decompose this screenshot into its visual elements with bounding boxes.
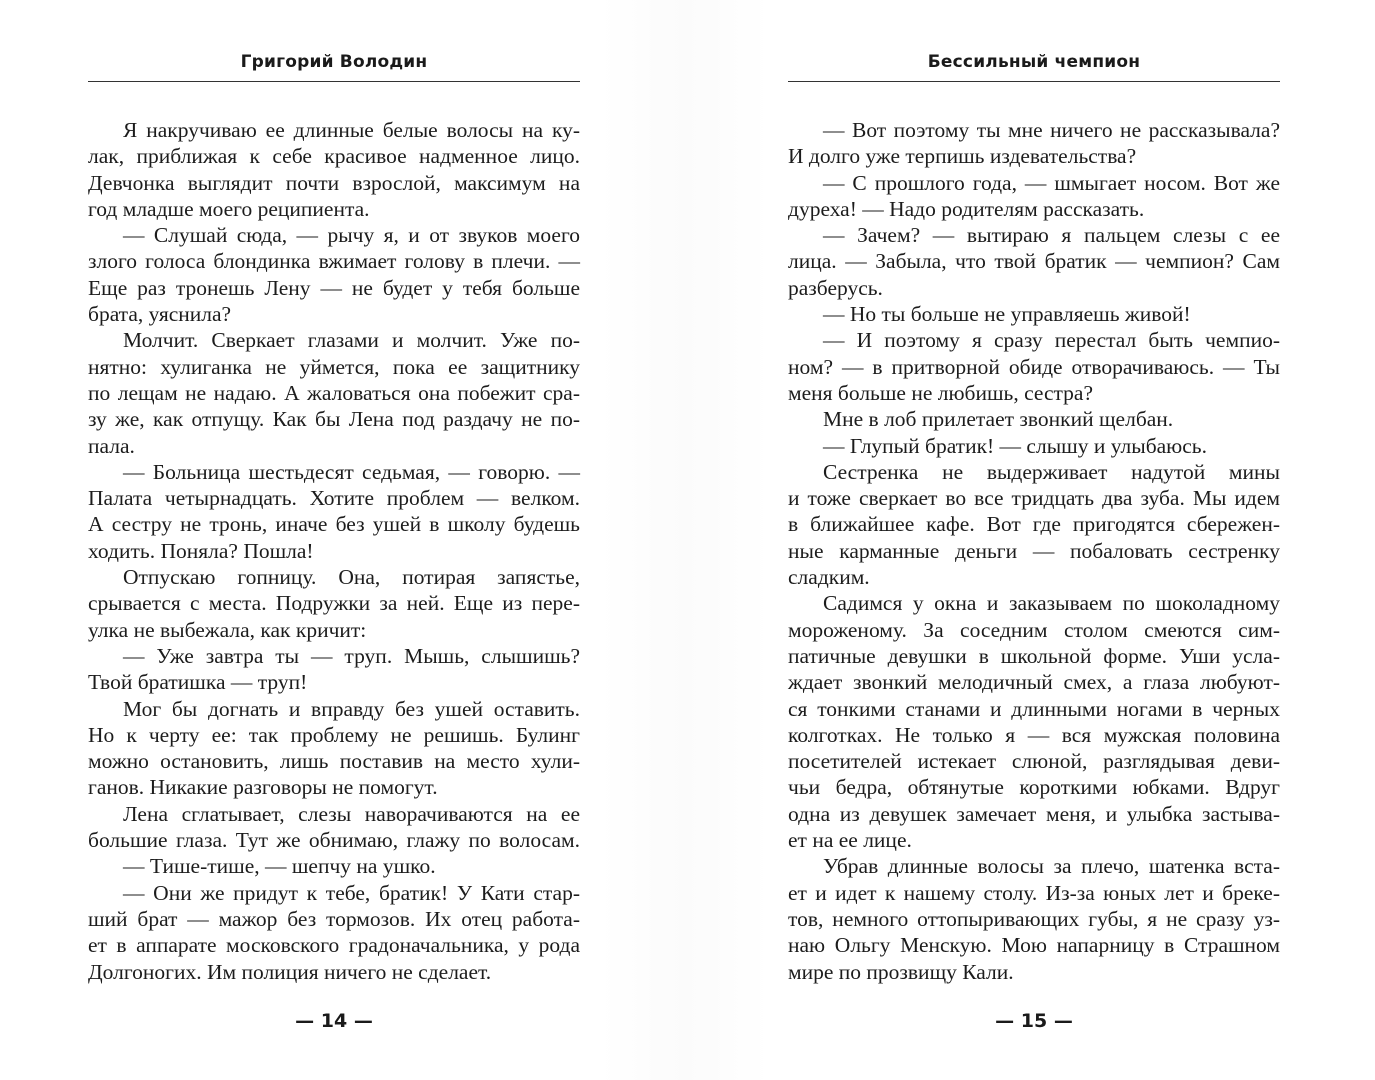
text-line: — Но ты больше не управляешь живой! bbox=[823, 302, 1191, 327]
text-line: и тоже сверкает во все тридцать два зуба. Мы идем bbox=[788, 486, 1280, 511]
text-line: ходить. Поняла? Пошла! bbox=[88, 538, 314, 563]
text-line: Садимся у окна и заказываем по шоколадному bbox=[823, 591, 1280, 616]
text-line: можно остановить, лишь поставив на место хули- bbox=[88, 749, 580, 774]
text-line: Мог бы догнать и вправду без ушей оставить. bbox=[123, 696, 580, 721]
text-line: Девчонка выглядит почти взрослой, максимум на bbox=[88, 170, 580, 195]
text-line: ном? — в притворной обиде отворачиваюсь. — Ты bbox=[788, 354, 1280, 379]
text-line: ший брат — мажор без тормозов. Их отец работа- bbox=[88, 906, 580, 931]
header-rule bbox=[788, 81, 1280, 82]
text-line: срывается с места. Подружки за ней. Еще из пере- bbox=[88, 591, 580, 616]
text-line: ет и идет к нашему столу. Из-за юных лет и бреке- bbox=[788, 880, 1280, 905]
text-line: год младше моего реципиента. bbox=[88, 196, 370, 221]
text-line: Я накручиваю ее длинные белые волосы на ку- bbox=[123, 118, 580, 142]
text-line: — Зачем? — вытираю я пальцем слезы с ее bbox=[823, 223, 1280, 248]
text-line: посетителей истекает слюной, разглядывая деви- bbox=[788, 749, 1280, 774]
text-line: брата, уяснила? bbox=[88, 302, 232, 327]
text-line: — Тише-тише, — шепчу на ушко. bbox=[123, 854, 436, 879]
text-line: мире по прозвищу Кали. bbox=[788, 959, 1014, 984]
text-line: Но к черту ее: так проблему не решишь. Булинг bbox=[88, 722, 580, 747]
text-line: Отпускаю гопницу. Она, потирая запястье, bbox=[123, 565, 580, 590]
text-line: ждает звонкий мелодичный смех, а глаза любуют- bbox=[788, 670, 1280, 695]
text-line: мороженому. За соседним столом смеются сим- bbox=[788, 617, 1280, 642]
text-line: Убрав длинные волосы за плечо, шатенка вста- bbox=[823, 854, 1280, 879]
text-line: — С прошлого года, — шмыгает носом. Вот же bbox=[823, 170, 1280, 195]
text-line: Еще раз тронешь Лену — не будет у тебя больше bbox=[88, 275, 580, 300]
text-line: дуреха! — Надо родителям рассказать. bbox=[788, 196, 1145, 221]
header-rule bbox=[88, 81, 580, 82]
text-line: большие глаза. Тут же обнимаю, глажу по волосам. bbox=[88, 828, 580, 853]
text-line: ет в аппарате московского градоначальника, у рода bbox=[88, 933, 580, 958]
page-number: — 14 — bbox=[295, 1010, 373, 1032]
text-line: по лещам не надаю. А жаловаться она побежит сра- bbox=[88, 380, 580, 405]
text-line: чьи бедра, обтянутые короткими юбками. Вдруг bbox=[788, 775, 1280, 800]
text-line: Молчит. Сверкает глазами и молчит. Уже по- bbox=[123, 328, 580, 353]
text-line: в ближайшее кафе. Вот где пригодятся сбережен- bbox=[788, 512, 1280, 537]
text-line: злого голоса блондинка вжимает голову в плечи. — bbox=[88, 249, 580, 274]
text-line: — Вот поэтому ты мне ничего не рассказывала? bbox=[823, 118, 1280, 142]
text-line: — Уже завтра ты — труп. Мышь, слышишь? bbox=[123, 643, 580, 668]
running-head-author: Григорий Володин bbox=[240, 52, 428, 72]
text-line: зу же, как отпущу. Как бы Лена под раздачу не по- bbox=[88, 407, 580, 432]
text-line: Твой братишка — труп! bbox=[88, 670, 308, 695]
text-line: разберусь. bbox=[788, 275, 883, 300]
text-line: ганов. Никакие разговоры не помогут. bbox=[88, 775, 438, 800]
right-page bbox=[788, 0, 1280, 1080]
text-line: — Больница шестьдесят седьмая, — говорю. — bbox=[123, 459, 580, 484]
text-line: Мне в лоб прилетает звонкий щелбан. bbox=[823, 407, 1174, 432]
text-line: лица. — Забыла, что твой братик — чемпион? Сам bbox=[788, 249, 1280, 274]
right-page-body bbox=[788, 117, 1280, 985]
text-line: Лена сглатывает, слезы наворачиваются на ее bbox=[123, 801, 580, 826]
running-head-title: Бессильный чемпион bbox=[927, 52, 1141, 72]
text-line: меня больше не любишь, сестра? bbox=[788, 380, 1094, 405]
text-line: А сестру не тронь, иначе без ушей в школу будешь bbox=[88, 512, 580, 537]
text-line: колготках. Не только я — вся мужская половина bbox=[788, 722, 1280, 747]
left-page bbox=[88, 0, 580, 1080]
book-gutter bbox=[600, 0, 770, 1080]
text-line: патичные девушки в школьной форме. Уши усла- bbox=[788, 643, 1280, 668]
text-line: лак, приближая к себе красивое надменное лицо. bbox=[88, 144, 580, 169]
left-page-body bbox=[88, 117, 580, 985]
text-line: Сестренка не выдерживает надутой мины bbox=[823, 459, 1280, 484]
text-line: ные карманные деньги — побаловать сестренку bbox=[788, 538, 1280, 563]
text-line: — Слушай сюда, — рычу я, и от звуков моего bbox=[123, 223, 580, 248]
text-line: — И поэтому я сразу перестал быть чемпио- bbox=[823, 328, 1280, 353]
text-line: сладким. bbox=[788, 565, 870, 590]
text-line: Палата четырнадцать. Хотите проблем — велком. bbox=[88, 486, 580, 511]
text-line: Долгоногих. Им полиция ничего не сделает. bbox=[88, 959, 492, 984]
text-line: ет на ее лице. bbox=[788, 828, 912, 853]
text-line: пала. bbox=[88, 433, 135, 458]
text-line: — Они же придут к тебе, братик! У Кати стар- bbox=[123, 880, 580, 905]
page-number: — 15 — bbox=[995, 1010, 1073, 1032]
text-line: нятно: хулиганка не уймется, пока ее защитнику bbox=[88, 354, 580, 379]
text-line: И долго уже терпишь издевательства? bbox=[788, 144, 1137, 169]
text-line: улка не выбежала, как кричит: bbox=[88, 617, 367, 642]
text-line: тов, немного оттопыривающих губы, я не сразу уз- bbox=[788, 906, 1280, 931]
text-line: ся тонкими станами и длинными ногами в черных bbox=[788, 696, 1280, 721]
text-line: одна из девушек замечает меня, и улыбка застыва- bbox=[788, 801, 1280, 826]
text-line: наю Ольгу Менскую. Мою напарницу в Страшном bbox=[788, 933, 1280, 958]
text-line: — Глупый братик! — слышу и улыбаюсь. bbox=[823, 433, 1207, 458]
